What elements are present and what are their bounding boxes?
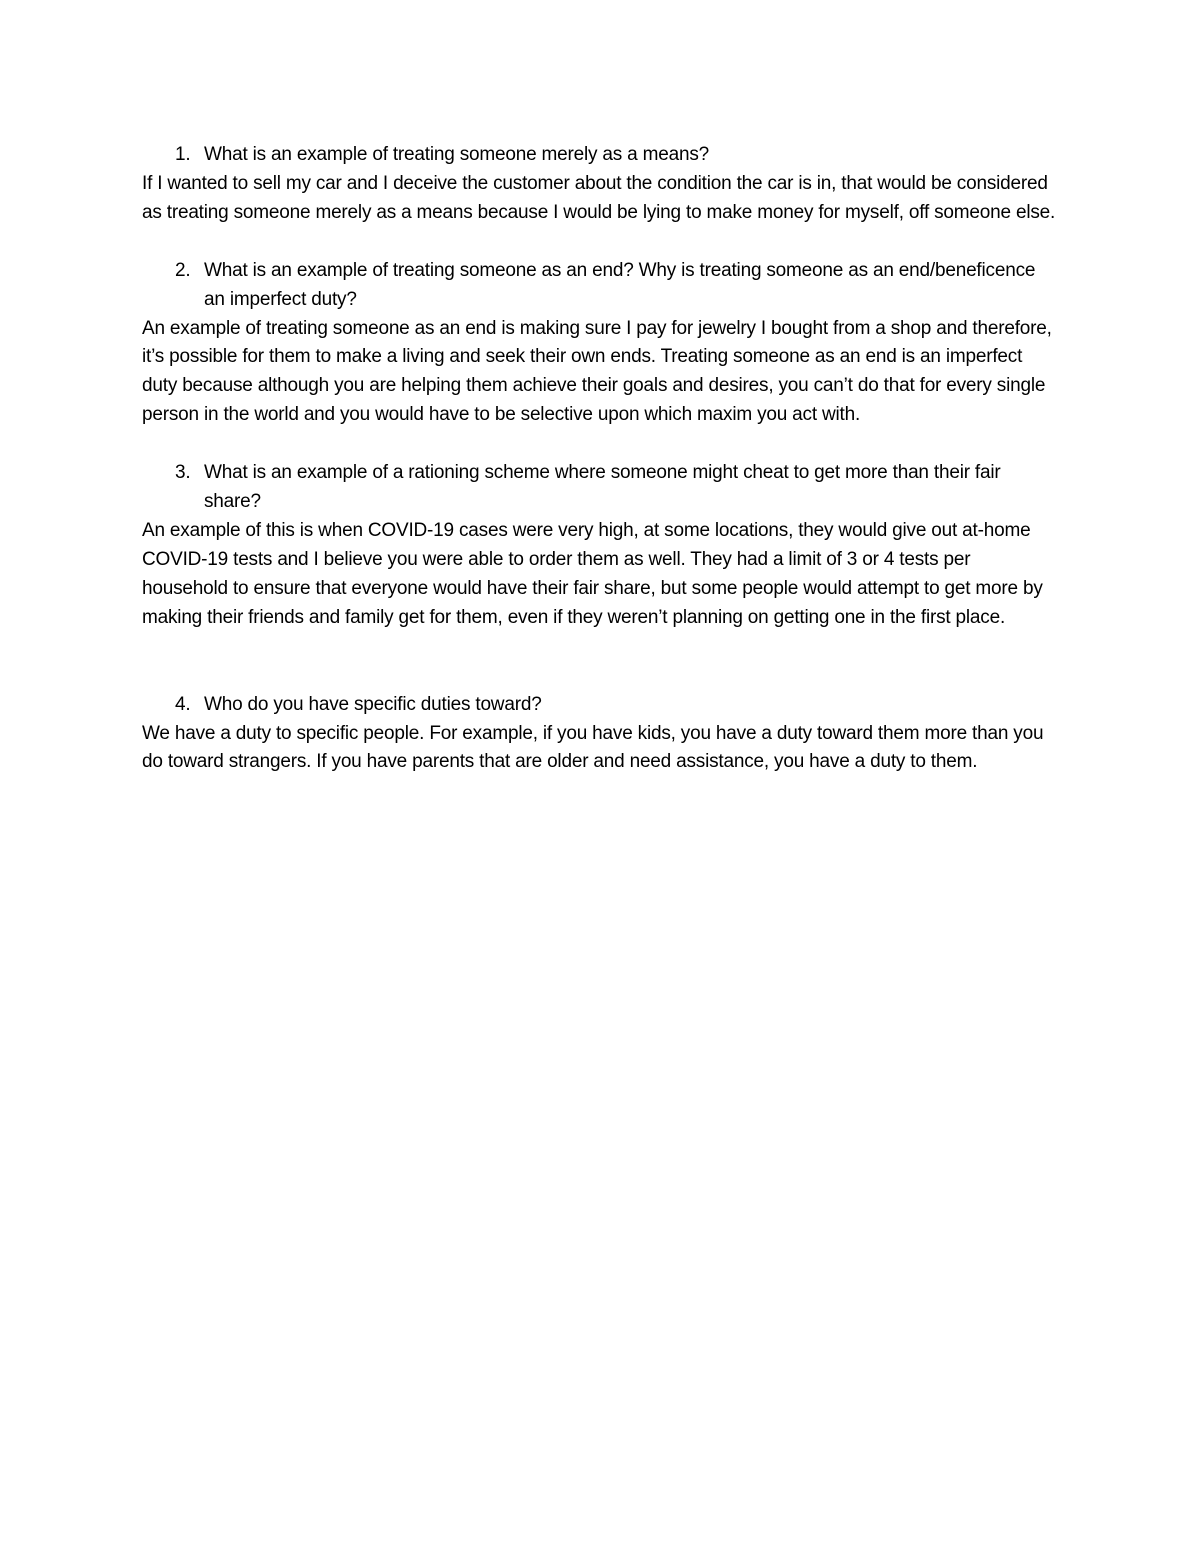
question-4 <box>142 691 1060 720</box>
qa-item-2 <box>142 257 1060 430</box>
question-number-2: 2. <box>175 259 191 281</box>
question-1 <box>142 141 1060 170</box>
question-text-3: What is an example of a rationing scheme where someone might cheat to get more than their fair share? <box>204 462 1001 513</box>
paragraph-spacer <box>142 228 1060 257</box>
paragraph-spacer <box>142 430 1060 459</box>
answer-3: An example of this is when COVID-19 cases were very high, at some locations, they would give out at-home COVID-19 tests and I believe you were able to order them as well. They had a limit of 3 or 4 tests per household to ensure that everyone would have their fair share, but some people would attempt to get more by making their friends and family get for them, even if they weren’t planning on getting one in the first place. <box>142 519 1043 628</box>
question-number-3: 3. <box>175 462 191 484</box>
document-body <box>142 141 1060 777</box>
paragraph-spacer <box>142 633 1060 691</box>
answer-4: We have a duty to specific people. For example, if you have kids, you have a duty toward them more than you do toward strangers. If you have parents that are older and need assistance, you have a duty to them. <box>142 722 1044 773</box>
question-number-1: 1. <box>175 144 191 165</box>
question-3 <box>142 459 1060 517</box>
question-number-4: 4. <box>175 693 191 715</box>
answer-1: If I wanted to sell my car and I deceive the customer about the condition the car is in, that would be considered as treating someone merely as a means because I would be lying to make money for myself, off someone else. <box>142 172 1056 223</box>
answer-2: An example of treating someone as an end is making sure I pay for jewelry I bought from a shop and therefore, it’s possible for them to make a living and seek their own ends. Treating someone as an end is an imperfect duty because although you are helping them achieve their goals and desires, you can’t do that for every single person in the world and you would have to be selective upon which maxim you act with. <box>142 317 1052 426</box>
question-text-1: What is an example of treating someone merely as a means? <box>204 144 710 165</box>
qa-item-3 <box>142 459 1060 632</box>
question-text-4: Who do you have specific duties toward? <box>204 693 542 715</box>
question-text-2: What is an example of treating someone as an end? Why is treating someone as an end/beneficence an imperfect duty? <box>204 259 1036 310</box>
qa-item-1 <box>142 141 1060 228</box>
qa-item-4 <box>142 691 1060 778</box>
question-2 <box>142 257 1060 315</box>
